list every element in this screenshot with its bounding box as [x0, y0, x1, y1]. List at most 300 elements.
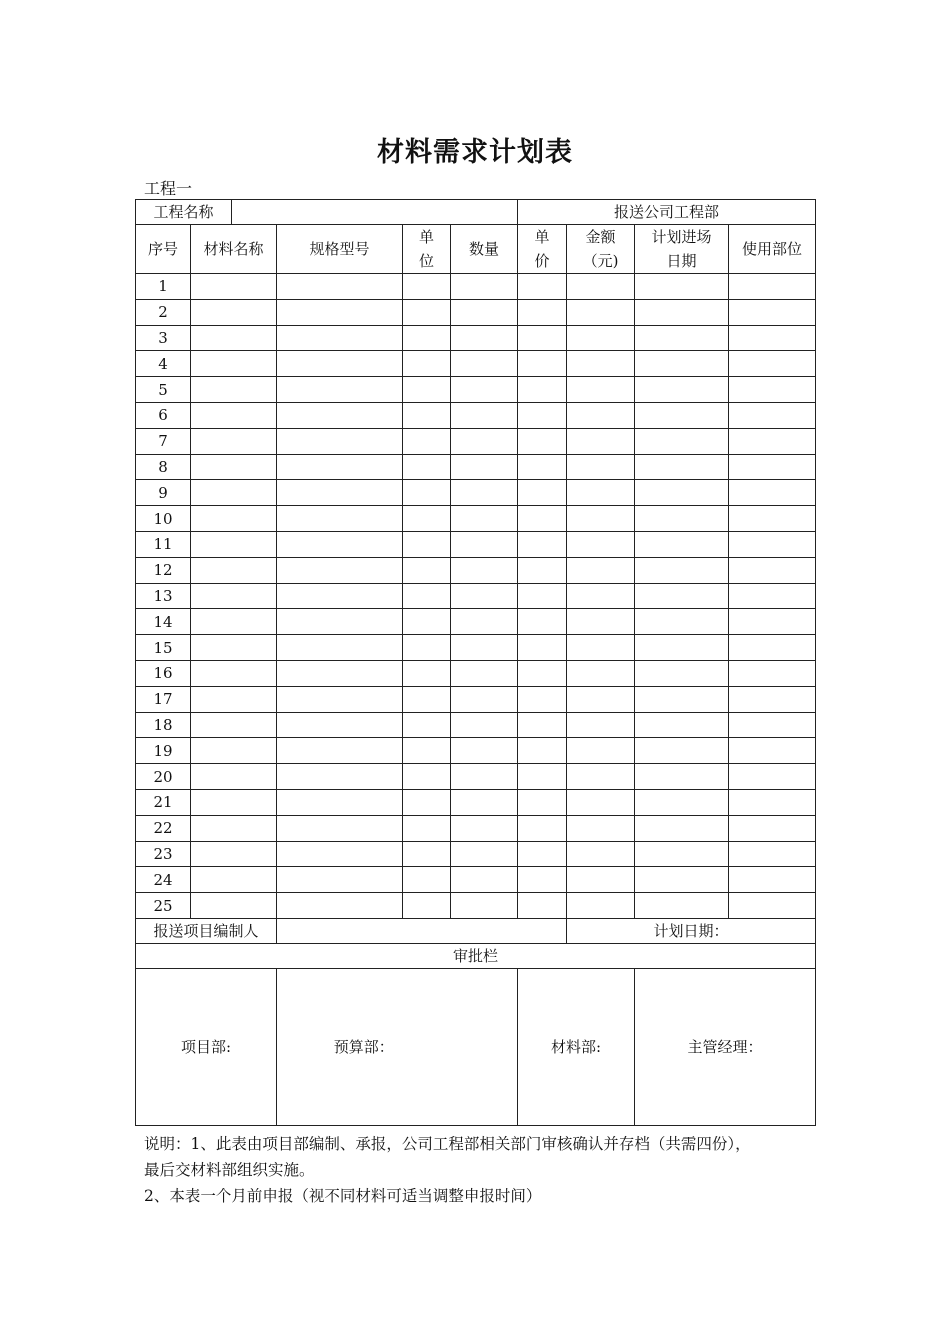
- row-seq-cell: 16: [136, 660, 191, 686]
- row-unit-cell[interactable]: [403, 402, 451, 428]
- row-unit-price-cell[interactable]: [518, 557, 567, 583]
- compiler-field[interactable]: [277, 918, 567, 943]
- row-material-name-cell[interactable]: [191, 583, 232, 609]
- row-unit-cell[interactable]: [403, 609, 451, 635]
- row-quantity-cell[interactable]: [451, 480, 518, 506]
- row-amount-cell[interactable]: [567, 660, 635, 686]
- row-unit-price-cell[interactable]: [518, 815, 567, 841]
- row-unit-price-cell[interactable]: [518, 377, 567, 403]
- row-usage-location-cell[interactable]: [729, 712, 816, 738]
- row-amount-cell[interactable]: [567, 299, 635, 325]
- row-unit-price-cell[interactable]: [518, 893, 567, 919]
- row-material-name-cell-ext[interactable]: [232, 428, 277, 454]
- table-row: [136, 428, 816, 454]
- row-quantity-cell[interactable]: [451, 841, 518, 867]
- row-unit-cell[interactable]: [403, 480, 451, 506]
- table-row: [136, 377, 816, 403]
- approval-budget-dept[interactable]: 预算部：: [277, 968, 451, 1125]
- row-quantity-cell[interactable]: [451, 531, 518, 557]
- row-spec-model-cell[interactable]: [277, 428, 403, 454]
- row-usage-location-cell[interactable]: [729, 506, 816, 532]
- compiler-label: 报送项目编制人: [136, 918, 277, 943]
- row-quantity-cell[interactable]: [451, 712, 518, 738]
- row-material-name-cell-ext[interactable]: [232, 738, 277, 764]
- row-amount-cell[interactable]: [567, 815, 635, 841]
- project-subtitle: 工程一: [144, 179, 193, 198]
- row-material-name-cell-ext[interactable]: [232, 893, 277, 919]
- row-planned-date-cell[interactable]: [635, 686, 729, 712]
- table-row: [136, 635, 816, 661]
- row-unit-cell[interactable]: [403, 738, 451, 764]
- row-usage-location-cell[interactable]: [729, 893, 816, 919]
- table-row: [136, 660, 816, 686]
- row-amount-cell[interactable]: [567, 738, 635, 764]
- row-unit-price-cell[interactable]: [518, 480, 567, 506]
- row-material-name-cell-ext[interactable]: [232, 506, 277, 532]
- table-row: [136, 454, 816, 480]
- row-quantity-cell[interactable]: [451, 815, 518, 841]
- row-amount-cell[interactable]: [567, 428, 635, 454]
- row-amount-cell[interactable]: [567, 789, 635, 815]
- row-unit-price-cell[interactable]: [518, 686, 567, 712]
- row-unit-cell[interactable]: [403, 428, 451, 454]
- row-material-name-cell-ext[interactable]: [232, 635, 277, 661]
- row-seq-cell: 4: [136, 351, 191, 377]
- col-header-spec-model: 规格型号: [277, 225, 403, 274]
- row-amount-cell[interactable]: [567, 583, 635, 609]
- row-seq-cell: 20: [136, 764, 191, 790]
- row-unit-price-cell[interactable]: [518, 738, 567, 764]
- row-material-name-cell[interactable]: [191, 506, 232, 532]
- row-unit-cell[interactable]: [403, 299, 451, 325]
- row-amount-cell[interactable]: [567, 609, 635, 635]
- row-planned-date-cell[interactable]: [635, 428, 729, 454]
- row-seq-cell: 13: [136, 583, 191, 609]
- table-row: [136, 274, 816, 300]
- row-planned-date-cell[interactable]: [635, 789, 729, 815]
- row-unit-cell[interactable]: [403, 583, 451, 609]
- approval-project-dept[interactable]: 项目部:: [136, 968, 277, 1125]
- table-row: [136, 557, 816, 583]
- row-material-name-cell-ext[interactable]: [232, 454, 277, 480]
- row-material-name-cell[interactable]: [191, 402, 232, 428]
- col-header-unit-price: 单 价: [518, 225, 567, 274]
- row-seq-cell: 3: [136, 325, 191, 351]
- row-material-name-cell[interactable]: [191, 635, 232, 661]
- page-title: 材料需求计划表: [377, 137, 573, 168]
- row-usage-location-cell[interactable]: [729, 274, 816, 300]
- row-planned-date-cell[interactable]: [635, 815, 729, 841]
- row-spec-model-cell[interactable]: [277, 789, 403, 815]
- row-spec-model-cell[interactable]: [277, 686, 403, 712]
- row-usage-location-cell[interactable]: [729, 325, 816, 351]
- row-quantity-cell[interactable]: [451, 893, 518, 919]
- table-row: [136, 893, 816, 919]
- row-material-name-cell-ext[interactable]: [232, 531, 277, 557]
- col-header-quantity: 数量: [451, 225, 518, 274]
- row-planned-date-cell[interactable]: [635, 299, 729, 325]
- row-quantity-cell[interactable]: [451, 454, 518, 480]
- row-material-name-cell-ext[interactable]: [232, 789, 277, 815]
- row-amount-cell[interactable]: [567, 274, 635, 300]
- row-unit-price-cell[interactable]: [518, 402, 567, 428]
- row-material-name-cell[interactable]: [191, 274, 232, 300]
- row-amount-cell[interactable]: [567, 635, 635, 661]
- row-spec-model-cell[interactable]: [277, 325, 403, 351]
- row-spec-model-cell[interactable]: [277, 557, 403, 583]
- table-row: [136, 351, 816, 377]
- row-seq-cell: 9: [136, 480, 191, 506]
- row-amount-cell[interactable]: [567, 402, 635, 428]
- approval-header-row: [136, 943, 816, 968]
- row-planned-date-cell[interactable]: [635, 506, 729, 532]
- row-usage-location-cell[interactable]: [729, 402, 816, 428]
- row-material-name-cell-ext[interactable]: [232, 686, 277, 712]
- row-seq-cell: 21: [136, 789, 191, 815]
- row-unit-price-cell[interactable]: [518, 299, 567, 325]
- row-unit-price-cell[interactable]: [518, 506, 567, 532]
- row-material-name-cell[interactable]: [191, 686, 232, 712]
- row-material-name-cell-ext[interactable]: [232, 609, 277, 635]
- row-seq-cell: 24: [136, 867, 191, 893]
- row-material-name-cell[interactable]: [191, 377, 232, 403]
- row-unit-cell[interactable]: [403, 274, 451, 300]
- note-line-1: 说明：1、此表由项目部编制、承报，公司工程部相关部门审核确认并存档（共需四份），: [144, 1135, 751, 1153]
- row-seq-cell: 17: [136, 686, 191, 712]
- row-material-name-cell[interactable]: [191, 480, 232, 506]
- notes-section: [144, 1131, 816, 1209]
- row-material-name-cell[interactable]: [191, 893, 232, 919]
- row-unit-price-cell[interactable]: [518, 660, 567, 686]
- row-seq-cell: 18: [136, 712, 191, 738]
- row-material-name-cell[interactable]: [191, 660, 232, 686]
- row-unit-price-cell[interactable]: [518, 351, 567, 377]
- row-planned-date-cell[interactable]: [635, 351, 729, 377]
- row-material-name-cell-ext[interactable]: [232, 712, 277, 738]
- table-row: [136, 402, 816, 428]
- row-amount-cell[interactable]: [567, 480, 635, 506]
- row-quantity-cell[interactable]: [451, 506, 518, 532]
- row-unit-cell[interactable]: [403, 454, 451, 480]
- row-quantity-cell[interactable]: [451, 660, 518, 686]
- material-plan-table: [135, 199, 816, 1126]
- row-usage-location-cell[interactable]: [729, 480, 816, 506]
- row-spec-model-cell[interactable]: [277, 738, 403, 764]
- row-material-name-cell-ext[interactable]: [232, 480, 277, 506]
- row-quantity-cell[interactable]: [451, 686, 518, 712]
- row-spec-model-cell[interactable]: [277, 893, 403, 919]
- row-spec-model-cell[interactable]: [277, 274, 403, 300]
- table-row: [136, 325, 816, 351]
- row-spec-model-cell[interactable]: [277, 660, 403, 686]
- row-seq-cell: 8: [136, 454, 191, 480]
- row-seq-cell: 19: [136, 738, 191, 764]
- table-row: [136, 531, 816, 557]
- row-material-name-cell-ext[interactable]: [232, 764, 277, 790]
- row-unit-cell[interactable]: [403, 764, 451, 790]
- row-amount-cell[interactable]: [567, 764, 635, 790]
- row-planned-date-cell[interactable]: [635, 583, 729, 609]
- row-amount-cell[interactable]: [567, 531, 635, 557]
- row-amount-cell[interactable]: [567, 377, 635, 403]
- row-usage-location-cell[interactable]: [729, 867, 816, 893]
- table-row: [136, 764, 816, 790]
- row-quantity-cell[interactable]: [451, 377, 518, 403]
- row-material-name-cell[interactable]: [191, 789, 232, 815]
- row-usage-location-cell[interactable]: [729, 351, 816, 377]
- row-unit-cell[interactable]: [403, 712, 451, 738]
- row-usage-location-cell[interactable]: [729, 531, 816, 557]
- row-planned-date-cell[interactable]: [635, 480, 729, 506]
- row-material-name-cell[interactable]: [191, 712, 232, 738]
- row-material-name-cell[interactable]: [191, 454, 232, 480]
- row-quantity-cell[interactable]: [451, 428, 518, 454]
- row-unit-cell[interactable]: [403, 557, 451, 583]
- row-planned-date-cell[interactable]: [635, 893, 729, 919]
- row-unit-price-cell[interactable]: [518, 609, 567, 635]
- approval-signature-row: [136, 968, 816, 1125]
- row-quantity-cell[interactable]: [451, 867, 518, 893]
- row-usage-location-cell[interactable]: [729, 686, 816, 712]
- row-unit-price-cell[interactable]: [518, 764, 567, 790]
- row-unit-price-cell[interactable]: [518, 635, 567, 661]
- row-material-name-cell[interactable]: [191, 531, 232, 557]
- row-amount-cell[interactable]: [567, 893, 635, 919]
- approval-budget-dept-space: [451, 968, 518, 1125]
- row-material-name-cell[interactable]: [191, 351, 232, 377]
- note-line-3: 2、本表一个月前申报（视不同材料可适当调整申报时间）: [144, 1187, 542, 1205]
- row-unit-cell[interactable]: [403, 506, 451, 532]
- row-amount-cell[interactable]: [567, 557, 635, 583]
- row-seq-cell: 15: [136, 635, 191, 661]
- row-material-name-cell-ext[interactable]: [232, 402, 277, 428]
- row-quantity-cell[interactable]: [451, 325, 518, 351]
- row-usage-location-cell[interactable]: [729, 454, 816, 480]
- row-seq-cell: 7: [136, 428, 191, 454]
- row-unit-cell[interactable]: [403, 867, 451, 893]
- row-spec-model-cell[interactable]: [277, 377, 403, 403]
- table-row: [136, 299, 816, 325]
- row-unit-cell[interactable]: [403, 815, 451, 841]
- row-seq-cell: 11: [136, 531, 191, 557]
- row-planned-date-cell[interactable]: [635, 764, 729, 790]
- row-quantity-cell[interactable]: [451, 402, 518, 428]
- row-material-name-cell-ext[interactable]: [232, 660, 277, 686]
- row-unit-price-cell[interactable]: [518, 454, 567, 480]
- row-spec-model-cell[interactable]: [277, 299, 403, 325]
- row-material-name-cell[interactable]: [191, 325, 232, 351]
- row-material-name-cell-ext[interactable]: [232, 583, 277, 609]
- project-name-field[interactable]: [232, 200, 518, 225]
- row-planned-date-cell[interactable]: [635, 712, 729, 738]
- row-seq-cell: 25: [136, 893, 191, 919]
- row-quantity-cell[interactable]: [451, 351, 518, 377]
- row-unit-price-cell[interactable]: [518, 274, 567, 300]
- row-amount-cell[interactable]: [567, 712, 635, 738]
- col-header-seq: 序号: [136, 225, 191, 274]
- row-seq-cell: 2: [136, 299, 191, 325]
- row-seq-cell: 10: [136, 506, 191, 532]
- row-material-name-cell-ext[interactable]: [232, 299, 277, 325]
- row-material-name-cell-ext[interactable]: [232, 841, 277, 867]
- row-material-name-cell-ext[interactable]: [232, 557, 277, 583]
- row-planned-date-cell[interactable]: [635, 867, 729, 893]
- table-row: [136, 506, 816, 532]
- row-spec-model-cell[interactable]: [277, 815, 403, 841]
- row-unit-price-cell[interactable]: [518, 428, 567, 454]
- row-planned-date-cell[interactable]: [635, 609, 729, 635]
- row-usage-location-cell[interactable]: [729, 428, 816, 454]
- row-spec-model-cell[interactable]: [277, 454, 403, 480]
- row-amount-cell[interactable]: [567, 841, 635, 867]
- row-material-name-cell[interactable]: [191, 299, 232, 325]
- row-usage-location-cell[interactable]: [729, 583, 816, 609]
- row-unit-cell[interactable]: [403, 789, 451, 815]
- table-row: [136, 712, 816, 738]
- col-header-planned-date: 计划进场 日期: [635, 225, 729, 274]
- row-unit-cell[interactable]: [403, 325, 451, 351]
- row-unit-cell[interactable]: [403, 531, 451, 557]
- approval-header: 审批栏: [136, 943, 816, 968]
- row-spec-model-cell[interactable]: [277, 764, 403, 790]
- row-material-name-cell[interactable]: [191, 738, 232, 764]
- row-planned-date-cell[interactable]: [635, 635, 729, 661]
- row-usage-location-cell[interactable]: [729, 557, 816, 583]
- row-spec-model-cell[interactable]: [277, 583, 403, 609]
- row-unit-cell[interactable]: [403, 377, 451, 403]
- row-quantity-cell[interactable]: [451, 764, 518, 790]
- row-quantity-cell[interactable]: [451, 635, 518, 661]
- row-unit-cell[interactable]: [403, 893, 451, 919]
- row-material-name-cell-ext[interactable]: [232, 351, 277, 377]
- row-spec-model-cell[interactable]: [277, 531, 403, 557]
- row-unit-price-cell[interactable]: [518, 712, 567, 738]
- row-quantity-cell[interactable]: [451, 557, 518, 583]
- row-spec-model-cell[interactable]: [277, 841, 403, 867]
- row-amount-cell[interactable]: [567, 506, 635, 532]
- row-quantity-cell[interactable]: [451, 274, 518, 300]
- row-spec-model-cell[interactable]: [277, 351, 403, 377]
- row-usage-location-cell[interactable]: [729, 609, 816, 635]
- row-material-name-cell-ext[interactable]: [232, 377, 277, 403]
- row-unit-price-cell[interactable]: [518, 841, 567, 867]
- row-planned-date-cell[interactable]: [635, 738, 729, 764]
- row-unit-cell[interactable]: [403, 686, 451, 712]
- table-row: [136, 738, 816, 764]
- row-seq-cell: 12: [136, 557, 191, 583]
- row-unit-price-cell[interactable]: [518, 531, 567, 557]
- row-material-name-cell-ext[interactable]: [232, 815, 277, 841]
- row-material-name-cell[interactable]: [191, 841, 232, 867]
- row-usage-location-cell[interactable]: [729, 635, 816, 661]
- row-material-name-cell-ext[interactable]: [232, 325, 277, 351]
- row-amount-cell[interactable]: [567, 325, 635, 351]
- row-quantity-cell[interactable]: [451, 609, 518, 635]
- row-material-name-cell[interactable]: [191, 609, 232, 635]
- col-header-unit: 单 位: [403, 225, 451, 274]
- row-planned-date-cell[interactable]: [635, 274, 729, 300]
- table-row: [136, 583, 816, 609]
- row-unit-cell[interactable]: [403, 351, 451, 377]
- row-material-name-cell[interactable]: [191, 557, 232, 583]
- row-spec-model-cell[interactable]: [277, 506, 403, 532]
- row-usage-location-cell[interactable]: [729, 764, 816, 790]
- row-planned-date-cell[interactable]: [635, 377, 729, 403]
- row-material-name-cell[interactable]: [191, 867, 232, 893]
- row-seq-cell: 22: [136, 815, 191, 841]
- row-seq-cell: 6: [136, 402, 191, 428]
- table-row: [136, 480, 816, 506]
- row-spec-model-cell[interactable]: [277, 635, 403, 661]
- row-usage-location-cell[interactable]: [729, 377, 816, 403]
- row-unit-price-cell[interactable]: [518, 583, 567, 609]
- col-header-usage-location: 使用部位: [729, 225, 816, 274]
- row-planned-date-cell[interactable]: [635, 402, 729, 428]
- row-usage-location-cell[interactable]: [729, 815, 816, 841]
- row-material-name-cell[interactable]: [191, 815, 232, 841]
- row-amount-cell[interactable]: [567, 351, 635, 377]
- row-spec-model-cell[interactable]: [277, 402, 403, 428]
- row-unit-price-cell[interactable]: [518, 789, 567, 815]
- row-material-name-cell-ext[interactable]: [232, 867, 277, 893]
- row-usage-location-cell[interactable]: [729, 299, 816, 325]
- row-quantity-cell[interactable]: [451, 738, 518, 764]
- row-planned-date-cell[interactable]: [635, 325, 729, 351]
- row-spec-model-cell[interactable]: [277, 712, 403, 738]
- submit-to-label: 报送公司工程部: [518, 200, 816, 225]
- row-usage-location-cell[interactable]: [729, 789, 816, 815]
- table-row: [136, 789, 816, 815]
- row-unit-price-cell[interactable]: [518, 867, 567, 893]
- approval-manager[interactable]: 主管经理：: [635, 968, 816, 1125]
- row-quantity-cell[interactable]: [451, 299, 518, 325]
- col-header-material-name: 材料名称: [191, 225, 277, 274]
- project-info-row: [136, 200, 816, 225]
- row-quantity-cell[interactable]: [451, 789, 518, 815]
- row-planned-date-cell[interactable]: [635, 454, 729, 480]
- row-usage-location-cell[interactable]: [729, 660, 816, 686]
- table-row: [136, 609, 816, 635]
- row-unit-cell[interactable]: [403, 841, 451, 867]
- table-row: [136, 867, 816, 893]
- row-material-name-cell[interactable]: [191, 764, 232, 790]
- row-unit-cell[interactable]: [403, 635, 451, 661]
- row-planned-date-cell[interactable]: [635, 557, 729, 583]
- plan-date-label[interactable]: 计划日期：: [567, 918, 816, 943]
- row-material-name-cell-ext[interactable]: [232, 274, 277, 300]
- row-spec-model-cell[interactable]: [277, 867, 403, 893]
- row-amount-cell[interactable]: [567, 867, 635, 893]
- row-amount-cell[interactable]: [567, 686, 635, 712]
- row-planned-date-cell[interactable]: [635, 660, 729, 686]
- row-amount-cell[interactable]: [567, 454, 635, 480]
- row-usage-location-cell[interactable]: [729, 738, 816, 764]
- row-unit-cell[interactable]: [403, 660, 451, 686]
- approval-material-dept[interactable]: 材料部:: [518, 968, 635, 1125]
- row-spec-model-cell[interactable]: [277, 480, 403, 506]
- table-row: [136, 815, 816, 841]
- row-planned-date-cell[interactable]: [635, 531, 729, 557]
- row-quantity-cell[interactable]: [451, 583, 518, 609]
- row-usage-location-cell[interactable]: [729, 841, 816, 867]
- row-spec-model-cell[interactable]: [277, 609, 403, 635]
- row-seq-cell: 5: [136, 377, 191, 403]
- row-seq-cell: 14: [136, 609, 191, 635]
- row-planned-date-cell[interactable]: [635, 841, 729, 867]
- row-material-name-cell[interactable]: [191, 428, 232, 454]
- row-seq-cell: 1: [136, 274, 191, 300]
- row-unit-price-cell[interactable]: [518, 325, 567, 351]
